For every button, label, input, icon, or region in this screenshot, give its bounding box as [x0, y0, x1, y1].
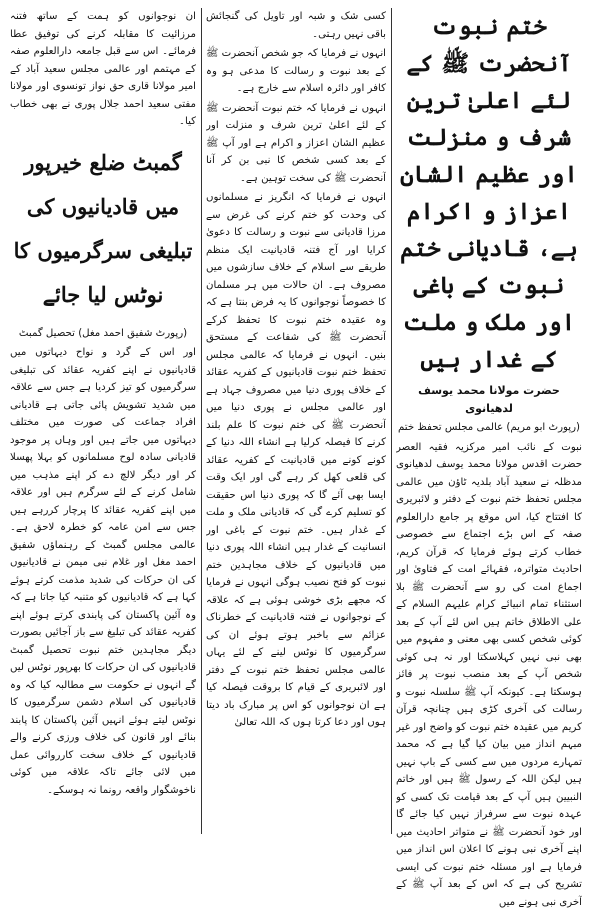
main-article-paragraph: نبوت کے نائب امیر مرکزیہ فقیہ العصر حضرت اقدس مولانا محمد یوسف لدھیانوی مدظلہ نے سعید آباد بلدیہ ٹاؤن میں عالمی مجلس تحفظ ختم نبوت کے دفتر و لائبریری کا افتتاح کیا، اس موقع پر جامع دارالعلوم صفہ کے اس بڑے اجتماع سے خصوصی خطاب کرتے ہوئے فرمایا کہ قرآن کریم، احادیث متواترہ، فقہائے امت کے فتاویٰ اور اجماع امت کی رو سے آنحضرت ﷺ بلا استثناء تمام انبیائے کرام علیہم السلام کے علی الاطلاق خاتم ہیں اس لئے آپ کے بعد کوئی شخص کسی بھی معنی و مفہوم میں بھی نبی نہیں کہلاسکتا اور نہ ہی کوئی شخص آپ کے بعد منصب نبوت پر فائز ہوسکتا ہے۔ کیونکہ آپ ﷺ سلسلہ نبوت و رسالت کی آخری کڑی ہیں چنانچہ قرآن کریم میں عقیدہ ختم نبوت کو واضح اور غیر مبہم انداز میں بیان کیا گیا ہے کہ محمد تمہارے مردوں میں سے کسی کے باپ نہیں ہیں لیکن اللہ کے رسول ﷺ ہیں اور خاتم النبیین ہیں آپ کے بعد قیامت تک کسی کو عہدہ نبوت سے سرفراز نہیں کیا جائے گا اور خود آنحضرت ﷺ نے متواتر احادیث میں اپنے آخری نبی ہونے کا اعلان اس انداز میں فرمایا ہے اور مسئلہ ختم نبوت کی ایسی تشریح کی ہے کہ اس کے بعد آپ ﷺ کے آخری نبی ہونے میں [396, 441, 582, 908]
column-divider [201, 8, 202, 834]
side-article-byline: (رپورٹ شفیق احمد مغل) تحصیل گمبٹ [18, 327, 188, 339]
continued-paragraph: انہوں نے فرمایا کہ انگریز نے مسلمانوں کی وحدت کو ختم کرنے کی غرض سے مرزا قادیانی سے نبوت و رسالت کا دعویٰ کرایا اور آج فتنہ قادیانیت ایک منظم طریقے سے اسلام کے خلاف سازشوں میں مصروف ہے۔ ان حالات میں ہر مسلمان کا خصوصاً نوجوانوں کا یہ فرض بنتا ہے کہ وہ عقیدہ ختم نبوت کا تحفظ کرکے آنحضرت ﷺ کی شفاعت کے مستحق بنیں۔ انہوں نے فرمایا کہ عالمی مجلس تحفظ ختم نبوت قادیانیوں کے کفریہ عقائد کے خلاف پوری دنیا میں مصروف جہاد ہے اور عالمی مجلس نے پوری دنیا میں آنحضرت ﷺ کی ختم نبوت کا علم بلند کرنے کا فیصلہ کرلیا ہے انشاء اللہ دنیا کے کونے کونے میں قادیانیت کے کفریہ عقائد کی قلعی کھل کر رہے گی اور ایک وقت ایسا بھی آئے گا کہ پوری دنیا اس حقیقت کو تسلیم کرے گی کہ قادیانی ملک و ملت کے غدار ہیں۔ ختم نبوت کے باغی اور انسانیت کے غدار ہیں انشاء اللہ پوری دنیا میں قادیانیوں کے خلاف مجاہدین ختم نبوت کو فتح نصیب ہوگی انہوں نے فرمایا کہ مجھے بڑی خوشی ہوئی ہے کہ علاقہ کے نوجوانوں نے فتنہ قادیانیت کے خطرناک عزائم سے باخبر ہوتے ہوئے ان کی سرگرمیوں کا نوٹس لینے کے لئے یہاں عالمی مجلس تحفظ ختم نبوت کے دفتر اور لائبریری کے قیام کا بروقت فیصلہ کیا ہے ان نوجوانوں کو اس پر مبارک باد دیتا ہوں اور دعا کرتا ہوں کہ اللہ تعالیٰ [206, 192, 386, 728]
side-article-paragraph: اور اس کے گرد و نواح دیہاتوں میں قادیانیوں نے اپنے کفریہ عقائد کی تبلیغی سرگرمیوں کو تیز کردیا ہے جس سے علاقہ میں شدید تشویش پائی جاتی ہے قادیانی افراد جماعت کی صورت میں مختلف دیہاتوں میں جاتے ہیں اور وہاں پر موجود قادیانی سادہ لوح مسلمانوں کو بہلا پھسلا کر اور دیگر لالچ دے کر اپنے مذہب میں شامل کرنے کے لئے سرگرم ہیں اور علاقہ میں اپنے کفریہ عقائد کا پرچار کررہے ہیں جس سے امن عامہ کو خطرہ لاحق ہے۔ عالمی مجلس گمبٹ کے رہنماؤں شفیق احمد مغل اور غلام نبی میمن نے قادیانیوں کی ان حرکات کی شدید مذمت کرتے ہوئے کہا ہے کہ قادیانیوں کو متنبہ کیا جاتا ہے کہ وہ آئین پاکستان کی پابندی کرتے ہوئے اپنے کفریہ عقائد کی تبلیغ سے باز آجائیں بصورت دیگر مجاہدین ختم نبوت تحصیل گمبٹ قادیانیوں کی ان حرکات کا بھرپور نوٹس لیں گے انہوں نے حکومت سے مطالبہ کیا کہ وہ قادیانیوں کی اسلام دشمن سرگرمیوں کا نوٹس لیتے ہوئے انہیں آئین پاکستان کا پابند بنائے اور قانون کی خلاف ورزی کرنے والے قادیانیوں کے خلاف سخت کارروائی عمل میں لائی جائے تاکہ علاقہ میں کوئی ناخوشگوار واقعہ رونما نہ ہوسکے۔ [10, 347, 196, 796]
main-article-column [396, 8, 582, 913]
side-article-column [10, 8, 196, 801]
column-divider [391, 8, 392, 834]
continued-paragraph: کسی شک و شبہ اور تاویل کی گنجائش باقی نہیں رہتی۔ [206, 11, 386, 40]
main-article-headline: ختم نبوت آنحضرت ﷺ کے لئے اعلیٰ ترین شرف و منزلت اور عظیم الشان اعزاز و اکرام ہے، قادیانی ختم نبوت کے باغی اور ملک و ملت کے غدار ہیں [400, 13, 578, 373]
main-article-byline: (رپورٹ ابو مریم) عالمی مجلس تحفظ ختم [398, 422, 580, 433]
side-article-headline: گمبٹ ضلع خیرپور میں قادیانیوں کی تبلیغی سرگرمیوں کا نوٹس لیا جائے [13, 149, 193, 307]
continued-article-column [206, 8, 386, 734]
main-article-author: حضرت مولانا محمد یوسف لدھیانوی [418, 384, 560, 415]
continued-paragraph: انہوں نے فرمایا کہ جو شخص آنحضرت ﷺ کے بعد نبوت و رسالت کا مدعی ہو وہ کافر اور دائرہ اسلام سے خارج ہے۔ [206, 48, 386, 94]
side-article-intro: ان نوجوانوں کو ہمت کے ساتھ فتنہ مرزائیت کا مقابلہ کرنے کی توفیق عطا فرمائے۔ اس سے قبل جامعہ دارالعلوم صفہ کے مہتمم اور عالمی مجلس سعید آباد کے امیر مولانا قاری حق نواز تونسوی اور مولانا مفتی سعید احمد جلال پوری نے بھی خطاب کیا۔ [10, 11, 196, 127]
continued-paragraph: انہوں نے فرمایا کہ ختم نبوت آنحضرت ﷺ کے لئے اعلیٰ ترین شرف و منزلت اور عظیم الشان اعزاز و اکرام ہے اور آپ ﷺ کے بعد کسی شخص کا نبی بن کر آنا آنحضرت ﷺ کی سخت توہین ہے۔ [206, 102, 386, 184]
